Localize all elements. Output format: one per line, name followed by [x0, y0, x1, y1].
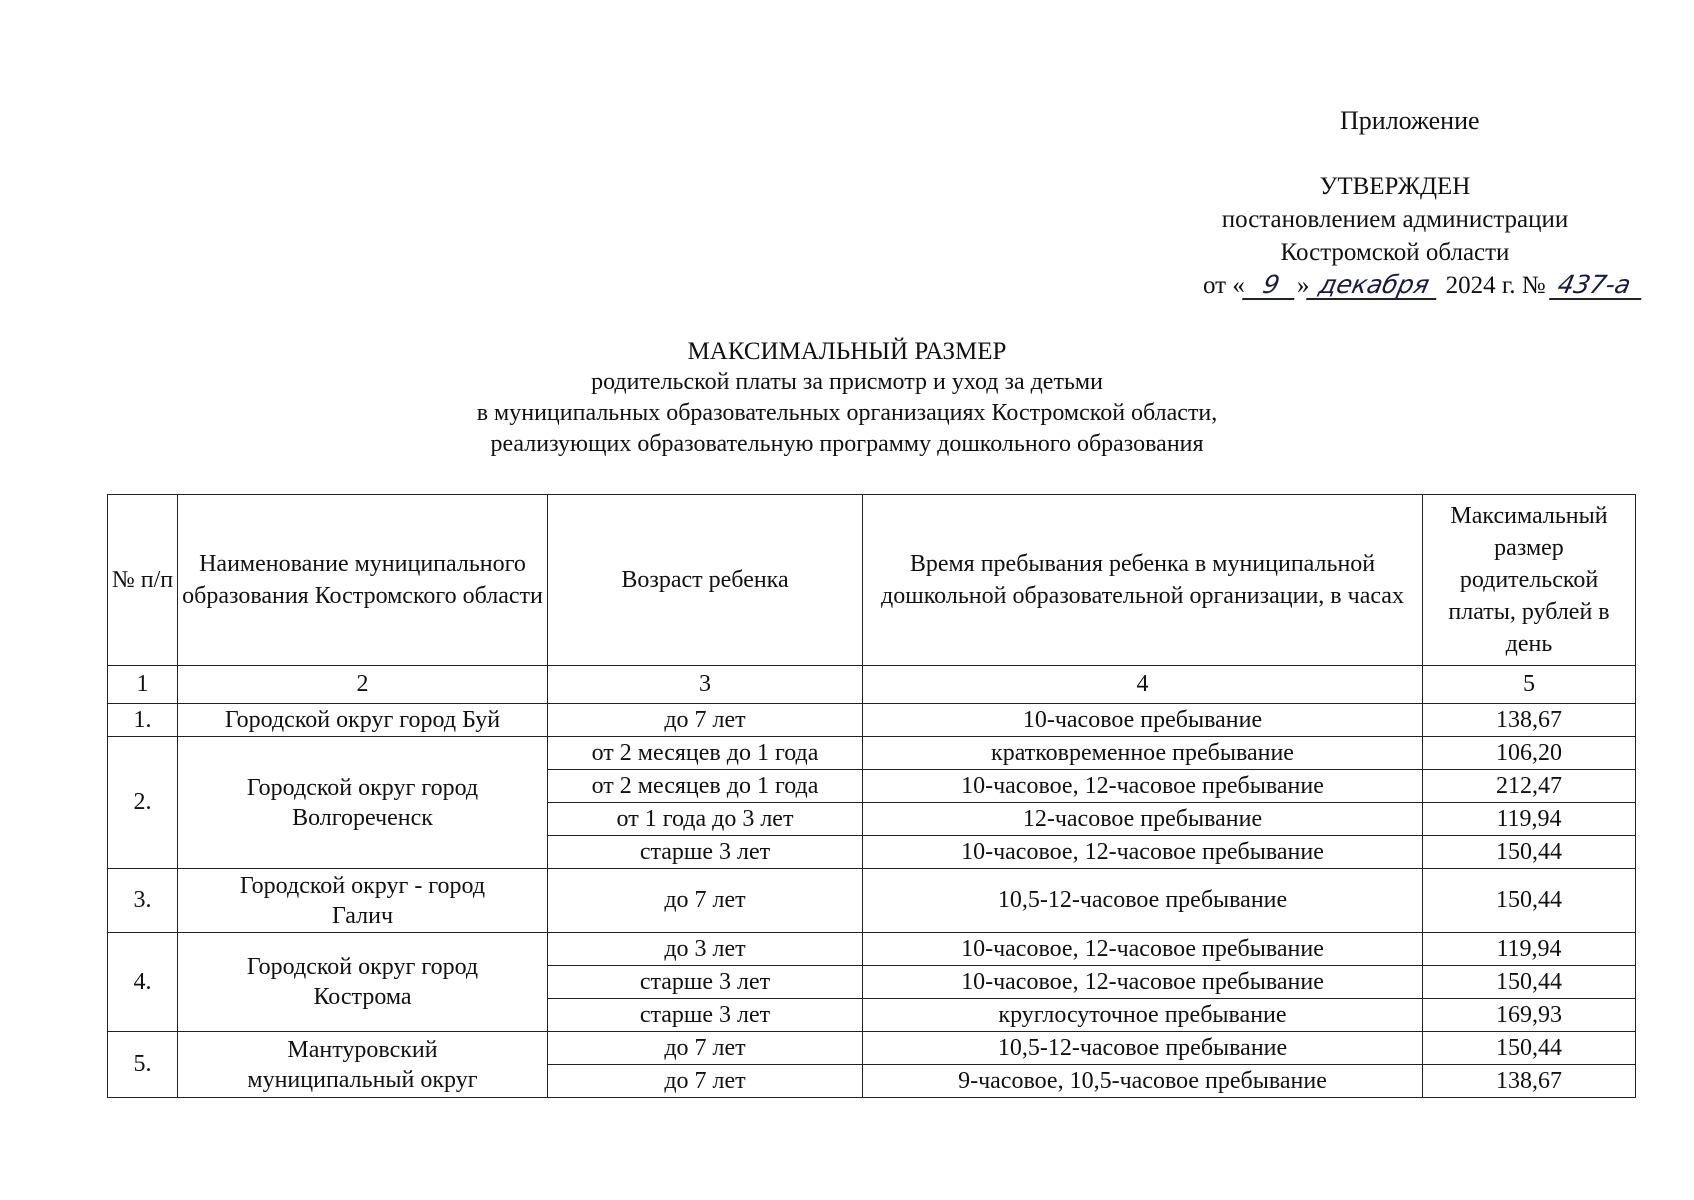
stay-time-cell: 10-часовое, 12-часовое пребывание — [863, 966, 1423, 999]
column-number: 2 — [178, 666, 548, 704]
stay-time-cell: 10-часовое, 12-часовое пребывание — [863, 836, 1423, 869]
resolution-number-handwritten: 437-а — [1549, 272, 1647, 300]
age-cell: старше 3 лет — [548, 966, 863, 999]
stay-time-cell: кратковременное пребывание — [863, 737, 1423, 770]
row-number-cell: 1. — [108, 704, 178, 737]
max-fee-cell: 119,94 — [1423, 933, 1636, 966]
header-cell-stay-time: Время пребывания ребенка в муниципальной дошкольной образовательной организации, в часах — [863, 495, 1423, 666]
table-row — [108, 933, 1636, 966]
age-cell: до 7 лет — [548, 869, 863, 933]
approved-heading: УТВЕРЖДЕН — [1319, 173, 1471, 200]
header-cell-municipality: Наименование муниципального образования Костромского области — [178, 495, 548, 666]
column-number: 5 — [1423, 666, 1636, 704]
table-row — [108, 737, 1636, 770]
age-cell: до 7 лет — [548, 1065, 863, 1098]
stay-time-cell: 10-часовое, 12-часовое пребывание — [863, 770, 1423, 803]
resolution-date-line — [1203, 272, 1644, 300]
municipality-cell: Городской округ город Кострома — [178, 933, 548, 1032]
max-fee-cell: 150,44 — [1423, 966, 1636, 999]
stay-time-cell: круглосуточное пребывание — [863, 999, 1423, 1032]
stay-time-cell: 10,5-12-часовое пребывание — [863, 869, 1423, 933]
max-fee-cell: 150,44 — [1423, 869, 1636, 933]
date-month-handwritten: декабря — [1306, 272, 1442, 300]
title-line2: родительской платы за присмотр и уход за детьми — [591, 369, 1103, 395]
stay-time-cell: 10-часовое, 12-часовое пребывание — [863, 933, 1423, 966]
age-cell: от 2 месяцев до 1 года — [548, 737, 863, 770]
title-line3: в муниципальных образовательных организациях Костромской области, — [476, 400, 1218, 426]
table-row — [108, 1032, 1636, 1065]
age-cell: до 3 лет — [548, 933, 863, 966]
fees-table — [107, 494, 1636, 1098]
date-day-handwritten: 9 — [1242, 272, 1300, 300]
row-number-cell: 3. — [108, 869, 178, 933]
row-number-cell: 5. — [108, 1032, 178, 1098]
approval-block — [1160, 170, 1630, 269]
age-cell: старше 3 лет — [548, 836, 863, 869]
table-row — [108, 704, 1636, 737]
stay-time-cell: 10,5-12-часовое пребывание — [863, 1032, 1423, 1065]
municipality-cell: Городской округ город Буй — [178, 704, 548, 737]
max-fee-cell: 150,44 — [1423, 1032, 1636, 1065]
stay-time-cell: 10-часовое пребывание — [863, 704, 1423, 737]
header-cell-max-fee: Максимальный размер родительской платы, рублей в день — [1423, 495, 1636, 666]
max-fee-cell: 138,67 — [1423, 1065, 1636, 1098]
max-fee-cell: 169,93 — [1423, 999, 1636, 1032]
age-cell: от 1 года до 3 лет — [548, 803, 863, 836]
age-cell: до 7 лет — [548, 1032, 863, 1065]
max-fee-cell: 150,44 — [1423, 836, 1636, 869]
header-cell-number: № п/п — [108, 495, 178, 666]
row-number-cell: 4. — [108, 933, 178, 1032]
date-prefix: от « — [1203, 272, 1245, 299]
column-number: 3 — [548, 666, 863, 704]
title-line4: реализующих образовательную программу дошкольного образования — [490, 431, 1204, 457]
age-cell: от 2 месяцев до 1 года — [548, 770, 863, 803]
max-fee-cell: 138,67 — [1423, 704, 1636, 737]
approved-by-line1: постановлением администрации — [1221, 206, 1569, 233]
header-cell-age: Возраст ребенка — [548, 495, 863, 666]
approved-by-line2: Костромской области — [1280, 239, 1510, 266]
column-number: 4 — [863, 666, 1423, 704]
age-cell: до 7 лет — [548, 704, 863, 737]
title-main: МАКСИМАЛЬНЫЙ РАЗМЕР — [687, 338, 1007, 365]
stay-time-cell: 9-часовое, 10,5-часовое пребывание — [863, 1065, 1423, 1098]
row-number-cell: 2. — [108, 737, 178, 869]
document-title — [0, 336, 1694, 460]
date-year: 2024 г. № — [1445, 272, 1546, 299]
table-header-row — [108, 495, 1636, 666]
date-mid: » — [1296, 272, 1310, 299]
municipality-cell: Городской округ - город Галич — [178, 869, 548, 933]
municipality-cell: Городской округ город Волгореченск — [178, 737, 548, 869]
municipality-cell: Мантуровский муниципальный округ — [178, 1032, 548, 1098]
max-fee-cell: 212,47 — [1423, 770, 1636, 803]
table-row — [108, 869, 1636, 933]
appendix-label: Приложение — [1340, 106, 1480, 135]
column-number-row — [108, 666, 1636, 704]
age-cell: старше 3 лет — [548, 999, 863, 1032]
max-fee-cell: 119,94 — [1423, 803, 1636, 836]
max-fee-cell: 106,20 — [1423, 737, 1636, 770]
column-number: 1 — [108, 666, 178, 704]
stay-time-cell: 12-часовое пребывание — [863, 803, 1423, 836]
